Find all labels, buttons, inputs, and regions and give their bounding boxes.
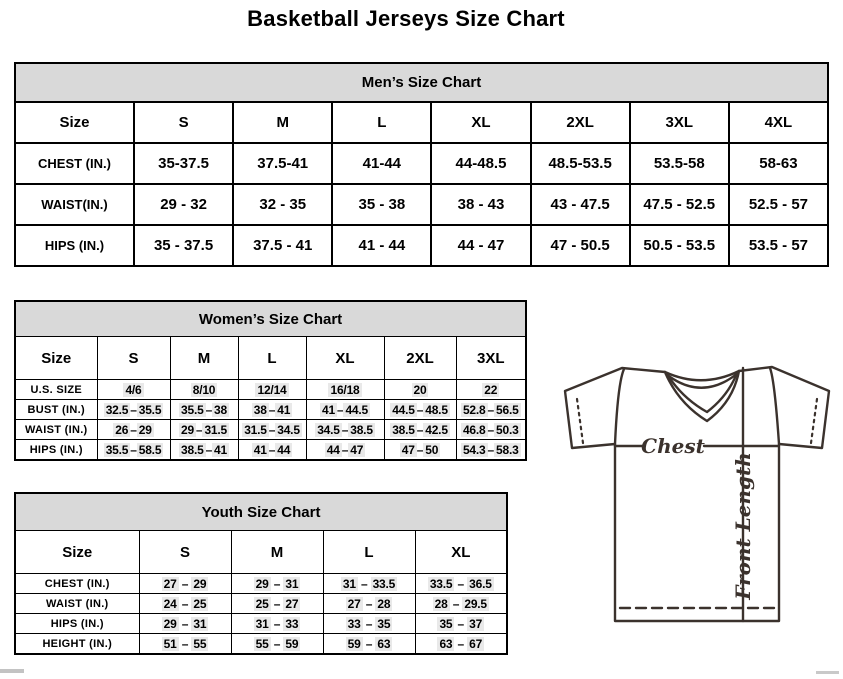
value-cell: 26 – 29 bbox=[97, 420, 170, 440]
row-label: CHEST (IN.) bbox=[15, 574, 139, 594]
value-cell: 8/10 bbox=[170, 380, 238, 400]
column-header: L bbox=[323, 531, 415, 574]
value-cell: 44.5 – 48.5 bbox=[384, 400, 456, 420]
table-row bbox=[15, 225, 828, 266]
youth-size-table bbox=[14, 492, 508, 655]
jersey-drawing bbox=[556, 358, 838, 630]
value-cell: 16/18 bbox=[306, 380, 384, 400]
value-cell: 35 - 38 bbox=[332, 184, 431, 225]
value-cell: 29 – 31 bbox=[231, 574, 323, 594]
value-cell: 47.5 - 52.5 bbox=[630, 184, 729, 225]
value-cell: 32.5 – 35.5 bbox=[97, 400, 170, 420]
value-cell: 27 – 28 bbox=[323, 594, 415, 614]
value-cell: 37.5-41 bbox=[233, 143, 332, 184]
row-label: HEIGHT (IN.) bbox=[15, 634, 139, 655]
value-cell: 31 – 33.5 bbox=[323, 574, 415, 594]
column-header: M bbox=[233, 102, 332, 143]
value-cell: 53.5-58 bbox=[630, 143, 729, 184]
value-cell: 25 – 27 bbox=[231, 594, 323, 614]
table-row bbox=[15, 440, 526, 461]
table-row bbox=[15, 380, 526, 400]
table-row bbox=[15, 420, 526, 440]
table-row bbox=[15, 614, 507, 634]
table-row bbox=[15, 143, 828, 184]
jersey-diagram bbox=[556, 358, 838, 630]
value-cell: 41 - 44 bbox=[332, 225, 431, 266]
table-row bbox=[15, 574, 507, 594]
column-header: S bbox=[97, 337, 170, 380]
value-cell: 53.5 - 57 bbox=[729, 225, 828, 266]
value-cell: 47 – 50 bbox=[384, 440, 456, 461]
column-header: XL bbox=[431, 102, 530, 143]
value-cell: 4/6 bbox=[97, 380, 170, 400]
column-header: Size bbox=[15, 531, 139, 574]
value-cell: 35 - 37.5 bbox=[134, 225, 233, 266]
column-header: S bbox=[134, 102, 233, 143]
page-title: Basketball Jerseys Size Chart bbox=[247, 6, 565, 31]
column-header: 3XL bbox=[630, 102, 729, 143]
value-cell: 12/14 bbox=[238, 380, 306, 400]
value-cell: 41-44 bbox=[332, 143, 431, 184]
value-cell: 41 – 44 bbox=[238, 440, 306, 461]
value-cell: 29 - 32 bbox=[134, 184, 233, 225]
value-cell: 35.5 – 38 bbox=[170, 400, 238, 420]
chest-label: Chest bbox=[641, 434, 705, 458]
mens-table-title: Men’s Size Chart bbox=[15, 63, 828, 102]
column-header: 3XL bbox=[456, 337, 526, 380]
value-cell: 29 – 31 bbox=[139, 614, 231, 634]
value-cell: 50.5 - 53.5 bbox=[630, 225, 729, 266]
row-label: HIPS (IN.) bbox=[15, 440, 97, 461]
value-cell: 37.5 - 41 bbox=[233, 225, 332, 266]
value-cell: 20 bbox=[384, 380, 456, 400]
value-cell: 33 – 35 bbox=[323, 614, 415, 634]
value-cell: 27 – 29 bbox=[139, 574, 231, 594]
value-cell: 38 - 43 bbox=[431, 184, 530, 225]
mens-size-table bbox=[14, 62, 829, 267]
value-cell: 31.5 – 34.5 bbox=[238, 420, 306, 440]
value-cell: 33.5 – 36.5 bbox=[415, 574, 507, 594]
row-label: WAIST(IN.) bbox=[15, 184, 134, 225]
value-cell: 58-63 bbox=[729, 143, 828, 184]
table-row bbox=[15, 634, 507, 655]
column-header: L bbox=[238, 337, 306, 380]
value-cell: 44-48.5 bbox=[431, 143, 530, 184]
value-cell: 48.5-53.5 bbox=[531, 143, 630, 184]
table-row bbox=[15, 400, 526, 420]
value-cell: 44 – 47 bbox=[306, 440, 384, 461]
value-cell: 29 – 31.5 bbox=[170, 420, 238, 440]
row-label: CHEST (IN.) bbox=[15, 143, 134, 184]
scrollbar-fragment-right[interactable] bbox=[816, 671, 839, 674]
column-header: 4XL bbox=[729, 102, 828, 143]
column-header: Size bbox=[15, 102, 134, 143]
youth-table-title: Youth Size Chart bbox=[15, 493, 507, 531]
column-header: XL bbox=[306, 337, 384, 380]
value-cell: 35-37.5 bbox=[134, 143, 233, 184]
column-header: L bbox=[332, 102, 431, 143]
value-cell: 38.5 – 42.5 bbox=[384, 420, 456, 440]
womens-size-table bbox=[14, 300, 527, 461]
value-cell: 46.8 – 50.3 bbox=[456, 420, 526, 440]
value-cell: 38 – 41 bbox=[238, 400, 306, 420]
row-label: WAIST (IN.) bbox=[15, 420, 97, 440]
table-row bbox=[15, 184, 828, 225]
row-label: HIPS (IN.) bbox=[15, 614, 139, 634]
value-cell: 32 - 35 bbox=[233, 184, 332, 225]
scrollbar-fragment-left[interactable] bbox=[0, 669, 24, 673]
value-cell: 59 – 63 bbox=[323, 634, 415, 655]
value-cell: 43 - 47.5 bbox=[531, 184, 630, 225]
column-header: XL bbox=[415, 531, 507, 574]
row-label: WAIST (IN.) bbox=[15, 594, 139, 614]
value-cell: 22 bbox=[456, 380, 526, 400]
value-cell: 44 - 47 bbox=[431, 225, 530, 266]
front-length-label: Front Length bbox=[731, 452, 755, 600]
value-cell: 31 – 33 bbox=[231, 614, 323, 634]
value-cell: 52.8 – 56.5 bbox=[456, 400, 526, 420]
value-cell: 28 – 29.5 bbox=[415, 594, 507, 614]
column-header: S bbox=[139, 531, 231, 574]
value-cell: 35 – 37 bbox=[415, 614, 507, 634]
table-row bbox=[15, 594, 507, 614]
value-cell: 47 - 50.5 bbox=[531, 225, 630, 266]
value-cell: 24 – 25 bbox=[139, 594, 231, 614]
value-cell: 52.5 - 57 bbox=[729, 184, 828, 225]
value-cell: 38.5 – 41 bbox=[170, 440, 238, 461]
row-label: HIPS (IN.) bbox=[15, 225, 134, 266]
column-header: 2XL bbox=[531, 102, 630, 143]
value-cell: 41 – 44.5 bbox=[306, 400, 384, 420]
column-header: 2XL bbox=[384, 337, 456, 380]
value-cell: 34.5 – 38.5 bbox=[306, 420, 384, 440]
row-label: BUST (IN.) bbox=[15, 400, 97, 420]
column-header: Size bbox=[15, 337, 97, 380]
value-cell: 54.3 – 58.3 bbox=[456, 440, 526, 461]
value-cell: 51 – 55 bbox=[139, 634, 231, 655]
value-cell: 63 – 67 bbox=[415, 634, 507, 655]
column-header: M bbox=[170, 337, 238, 380]
womens-table-title: Women’s Size Chart bbox=[15, 301, 526, 337]
value-cell: 55 – 59 bbox=[231, 634, 323, 655]
column-header: M bbox=[231, 531, 323, 574]
value-cell: 35.5 – 58.5 bbox=[97, 440, 170, 461]
row-label: U.S. SIZE bbox=[15, 380, 97, 400]
